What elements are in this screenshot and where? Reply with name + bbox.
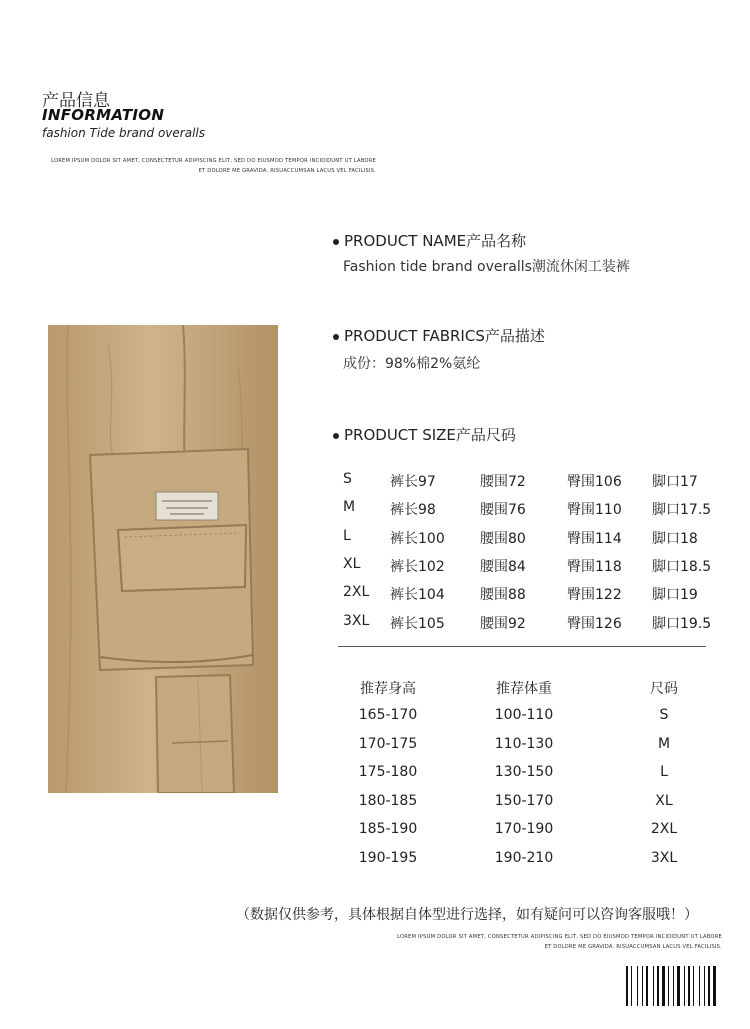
hip-cell: 臀围110: [567, 502, 622, 518]
height-cell: 180-185: [358, 793, 418, 809]
waist-cell: 腰围88: [480, 587, 526, 603]
product-name-label-text: PRODUCT NAME产品名称: [344, 232, 527, 250]
header-lorem: [42, 156, 376, 176]
header-height: 推荐身高: [360, 681, 416, 697]
product-fabrics-label: [333, 325, 545, 346]
size-cell: 3XL: [650, 850, 678, 866]
barcode-icon: [625, 966, 733, 1006]
length-cell: 裤长104: [390, 587, 445, 603]
subtitle: fashion Tide brand overalls: [42, 126, 205, 140]
height-cell: 190-195: [358, 850, 418, 866]
weight-cell: 130-150: [494, 764, 554, 780]
size-cell: XL: [655, 793, 673, 809]
hem-cell: 脚口18.5: [652, 559, 712, 575]
hem-cell: 脚口19: [652, 587, 698, 603]
length-cell: 裤长97: [390, 474, 436, 490]
hem-cell: 脚口18: [652, 531, 698, 547]
product-fabrics-label-text: PRODUCT FABRICS产品描述: [344, 327, 545, 345]
footer-lorem-line1: LOREM IPSUM DOLOR SIT AMET, CONSECTETUR ADIPISCING ELIT, SED DO EIUSMOD TEMPOR INCIDIDUNT UT LABORE: [397, 934, 722, 940]
bullet-icon: [333, 239, 339, 245]
hem-cell: 脚口17: [652, 474, 698, 490]
size-cell: 3XL: [343, 613, 370, 629]
hip-cell: 臀围106: [567, 474, 622, 490]
waist-cell: 腰围80: [480, 531, 526, 547]
waist-cell: 腰围76: [480, 502, 526, 518]
title-cn: 产品信息: [42, 91, 110, 111]
size-cell: L: [343, 528, 351, 544]
product-name-label: [333, 230, 526, 251]
product-fabrics-value: 成份：98%棉2%氨纶: [343, 356, 481, 372]
cargo-pants-illustration: [48, 325, 278, 793]
height-cell: 185-190: [358, 821, 418, 837]
length-cell: 裤长100: [390, 531, 445, 547]
weight-cell: 190-210: [494, 850, 554, 866]
hem-cell: 脚口17.5: [652, 502, 712, 518]
size-cell: M: [657, 736, 671, 752]
waist-cell: 腰围92: [480, 616, 526, 632]
bullet-icon: [333, 433, 339, 439]
size-cell: XL: [343, 556, 361, 572]
size-cell: S: [343, 471, 352, 487]
product-size-label: [333, 424, 516, 445]
header-size: 尺码: [650, 681, 678, 697]
waist-cell: 腰围84: [480, 559, 526, 575]
divider: [338, 646, 706, 647]
size-cell: S: [659, 707, 669, 723]
disclaimer-note: （数据仅供参考，具体根据自体型进行选择，如有疑问可以咨询客服哦！）: [236, 907, 698, 923]
header-weight: 推荐体重: [496, 681, 552, 697]
size-cell: 2XL: [650, 821, 678, 837]
waist-cell: 腰围72: [480, 474, 526, 490]
header-lorem-line2: ET DOLORE ME GRAVIDA. RISUACCUMSAN LACUS VEL FACILISIS.: [198, 168, 376, 174]
footer-lorem: [397, 932, 722, 952]
hip-cell: 臀围118: [567, 559, 622, 575]
product-photo: [48, 325, 278, 793]
weight-cell: 110-130: [494, 736, 554, 752]
weight-cell: 150-170: [494, 793, 554, 809]
footer-lorem-line2: ET DOLORE ME GRAVIDA. RISUACCUMSAN LACUS VEL FACILISIS.: [544, 944, 722, 950]
length-cell: 裤长105: [390, 616, 445, 632]
height-cell: 165-170: [358, 707, 418, 723]
bullet-icon: [333, 334, 339, 340]
hip-cell: 臀围114: [567, 531, 622, 547]
product-size-label-text: PRODUCT SIZE产品尺码: [344, 426, 516, 444]
header-lorem-line1: LOREM IPSUM DOLOR SIT AMET, CONSECTETUR ADIPISCING ELIT, SED DO EIUSMOD TEMPOR INCIDIDUNT UT LABORE: [51, 158, 376, 164]
hem-cell: 脚口19.5: [652, 616, 712, 632]
weight-cell: 170-190: [494, 821, 554, 837]
height-cell: 175-180: [358, 764, 418, 780]
weight-cell: 100-110: [494, 707, 554, 723]
hip-cell: 臀围122: [567, 587, 622, 603]
size-cell: L: [660, 764, 668, 780]
title-en: INFORMATION: [42, 106, 165, 124]
size-cell: 2XL: [343, 584, 370, 600]
length-cell: 裤长98: [390, 502, 436, 518]
length-cell: 裤长102: [390, 559, 445, 575]
height-cell: 170-175: [358, 736, 418, 752]
hip-cell: 臀围126: [567, 616, 622, 632]
product-name-value: Fashion tide brand overalls潮流休闲工装裤: [343, 259, 630, 275]
size-cell: M: [343, 499, 356, 515]
